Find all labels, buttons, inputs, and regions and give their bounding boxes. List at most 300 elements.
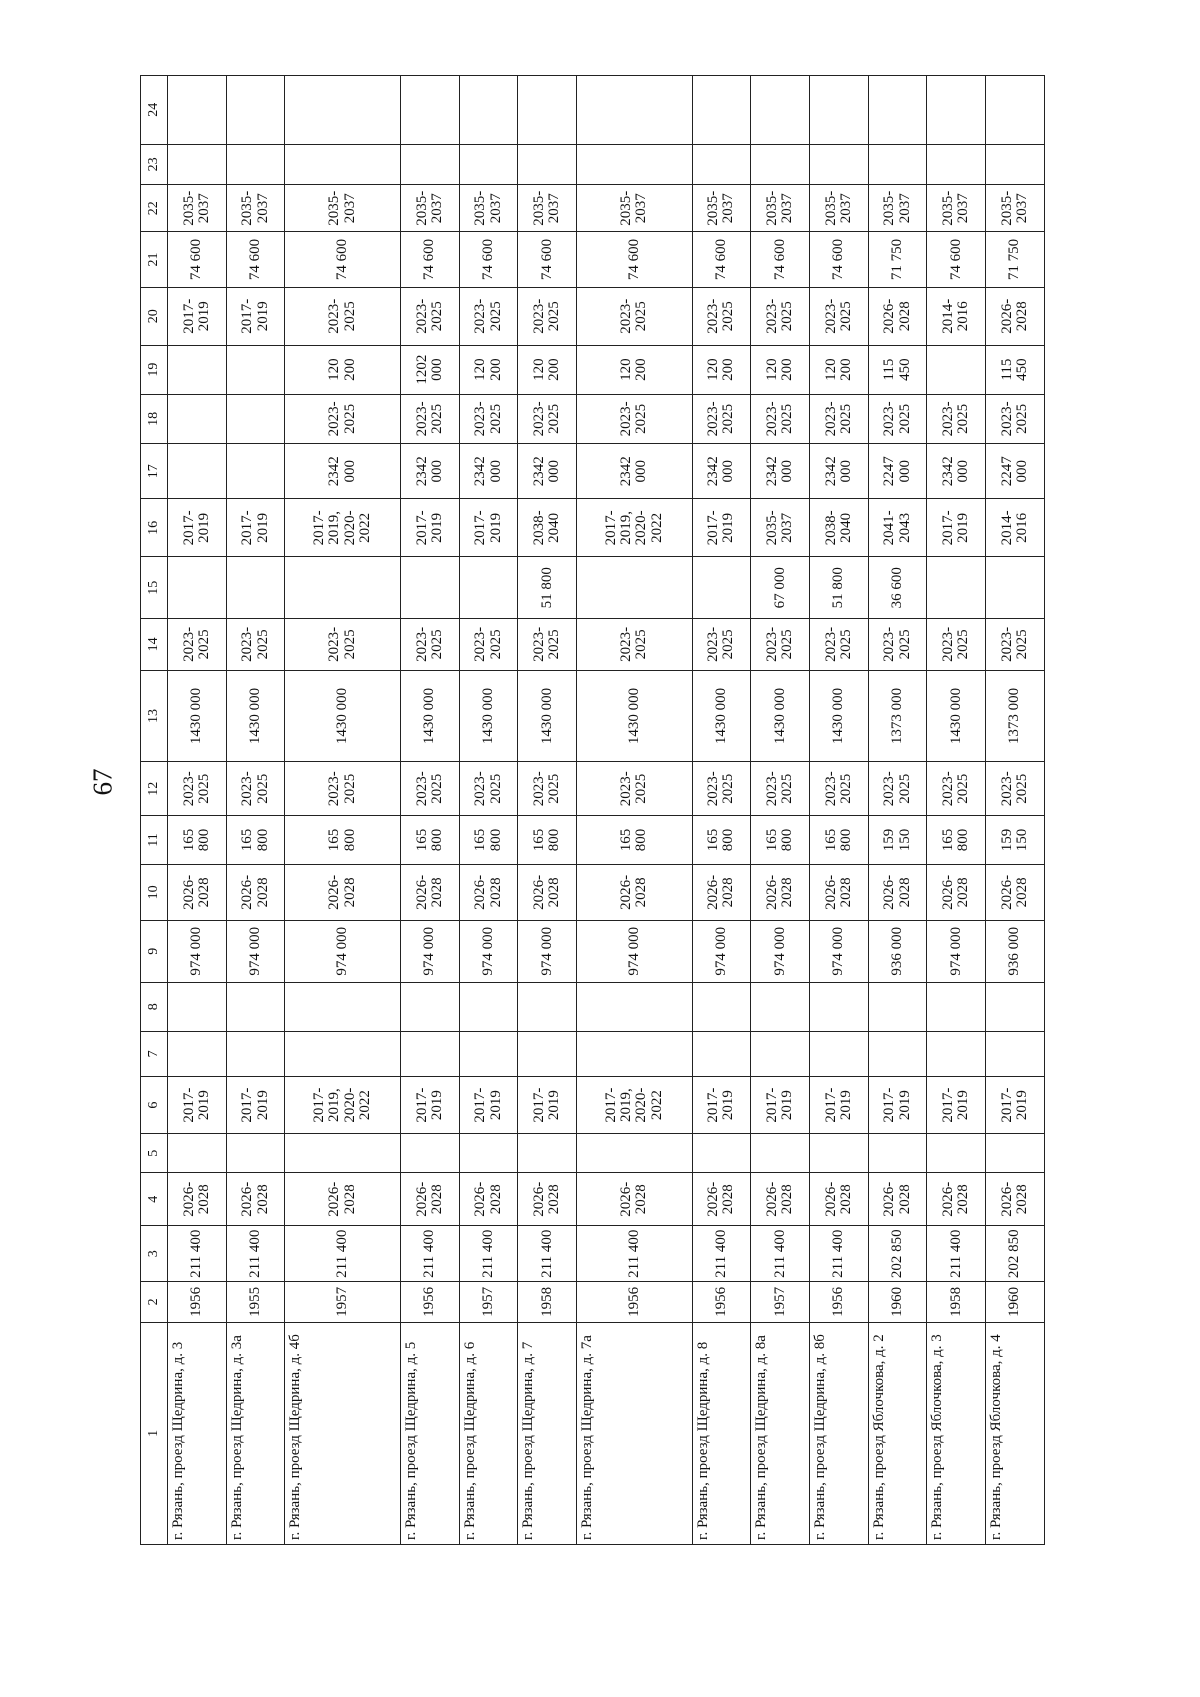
table-cell xyxy=(400,670,459,762)
cell-text: 1430 000 xyxy=(421,687,438,745)
table-cell xyxy=(692,982,751,1031)
table-cell xyxy=(986,345,1045,394)
table-cell xyxy=(459,982,518,1031)
cell-text: 2023- 2025 xyxy=(705,626,737,662)
table-cell xyxy=(692,1282,751,1323)
table-cell xyxy=(927,815,986,864)
table-cell xyxy=(868,1134,927,1172)
table-cell xyxy=(927,1134,986,1172)
table-cell xyxy=(868,982,927,1031)
cell-text: 2017- 2019 xyxy=(180,298,212,334)
table-cell xyxy=(692,1031,751,1076)
cell-text: 1957 xyxy=(479,1286,496,1317)
cell-text: 165 800 xyxy=(822,828,854,852)
table-cell xyxy=(577,865,693,921)
cell-text: 2017- 2019 xyxy=(413,510,445,546)
table-cell xyxy=(459,670,518,762)
cell-text: 2035- 2037 xyxy=(180,190,212,226)
cell-text: г. Рязань, проезд Щедрина, д. 6 xyxy=(461,1341,478,1540)
table-cell xyxy=(577,345,693,394)
cell-text: 2017- 2019 xyxy=(180,1087,212,1123)
column-number: 12 xyxy=(141,762,168,815)
cell-text: 2026- 2028 xyxy=(472,1181,504,1217)
table-cell xyxy=(692,920,751,982)
cell-text: 159 150 xyxy=(881,828,913,852)
cell-text: 2023- 2025 xyxy=(530,626,563,662)
cell-text: г. Рязань, проезд Яблочкова, д. 4 xyxy=(988,1334,1005,1540)
cell-text: 165 800 xyxy=(180,828,212,852)
cell-text: 2026- 2028 xyxy=(618,1181,650,1217)
table-row xyxy=(459,76,518,1545)
table-cell xyxy=(692,1226,751,1282)
table-cell xyxy=(868,815,927,864)
cell-text: 2026- 2028 xyxy=(998,1181,1031,1217)
table-row xyxy=(692,76,751,1545)
table-cell xyxy=(518,1282,577,1323)
cell-text: 2026- 2028 xyxy=(326,874,358,910)
table-cell xyxy=(459,287,518,345)
table-cell xyxy=(400,1172,459,1225)
column-number: 11 xyxy=(141,815,168,864)
table-cell xyxy=(285,1172,401,1225)
table-cell xyxy=(459,144,518,185)
table-cell xyxy=(577,815,693,864)
cell-text: 120 200 xyxy=(618,358,650,381)
table-cell xyxy=(751,345,810,394)
table-cell xyxy=(285,76,401,145)
table-cell xyxy=(927,345,986,394)
table-cell xyxy=(577,762,693,815)
table-cell xyxy=(400,499,459,557)
table-cell xyxy=(168,443,227,499)
table-cell xyxy=(285,762,401,815)
table-cell xyxy=(810,394,869,443)
table-cell xyxy=(986,670,1045,762)
table-row xyxy=(285,76,401,1545)
table-cell xyxy=(868,619,927,670)
table-cell xyxy=(868,557,927,619)
table-cell xyxy=(692,1134,751,1172)
table-cell xyxy=(927,287,986,345)
table-cell xyxy=(986,982,1045,1031)
cell-text: г. Рязань, проезд Щедрина, д. 7а xyxy=(579,1335,596,1540)
table-cell xyxy=(751,287,810,345)
table-cell xyxy=(692,345,751,394)
cell-text: 2017- 2019 xyxy=(998,1087,1031,1123)
table-cell xyxy=(986,394,1045,443)
table-cell xyxy=(459,443,518,499)
table-cell xyxy=(868,287,927,345)
cell-text: 1430 000 xyxy=(625,687,642,745)
cell-text: 2342 000 xyxy=(472,456,504,487)
cell-text: 974 000 xyxy=(334,926,351,976)
table-cell xyxy=(751,394,810,443)
cell-text: 74 600 xyxy=(712,238,729,281)
table-cell xyxy=(168,1076,227,1134)
table-cell xyxy=(168,1134,227,1172)
cell-text: 1430 000 xyxy=(538,687,555,745)
table-cell xyxy=(400,815,459,864)
table-cell xyxy=(226,1031,285,1076)
cell-text: 2026- 2028 xyxy=(239,1181,271,1217)
table-row xyxy=(927,76,986,1545)
table-cell xyxy=(400,1031,459,1076)
cell-text: 2026- 2028 xyxy=(472,874,504,910)
cell-text: 2035- 2037 xyxy=(940,190,972,226)
cell-text: 2023- 2025 xyxy=(239,626,271,662)
table-cell xyxy=(868,443,927,499)
table-cell xyxy=(518,865,577,921)
table-cell xyxy=(226,443,285,499)
table-cell xyxy=(868,1076,927,1134)
cell-text: 974 000 xyxy=(712,926,729,976)
table-cell xyxy=(577,287,693,345)
table-cell xyxy=(577,1226,693,1282)
table-cell xyxy=(168,1282,227,1323)
table-cell xyxy=(168,185,227,232)
cell-text: 2023- 2025 xyxy=(413,298,445,334)
cell-text: 71 750 xyxy=(1006,238,1023,281)
table-row xyxy=(751,76,810,1545)
cell-text: 2023- 2025 xyxy=(180,771,212,807)
cell-text: 2023- 2025 xyxy=(472,626,504,662)
cell-text: 2035- 2037 xyxy=(763,190,796,226)
table-cell xyxy=(518,499,577,557)
table-cell xyxy=(986,76,1045,145)
cell-text: 71 750 xyxy=(888,238,905,281)
table-cell xyxy=(810,1076,869,1134)
cell-text: 211 400 xyxy=(246,1229,263,1278)
column-number: 21 xyxy=(141,232,168,288)
address-cell xyxy=(168,1322,227,1544)
table-cell xyxy=(692,762,751,815)
table-cell xyxy=(577,982,693,1031)
table-cell xyxy=(518,232,577,288)
table-cell xyxy=(518,394,577,443)
table-cell xyxy=(692,76,751,145)
cell-text: 2026- 2028 xyxy=(940,1181,972,1217)
table-cell xyxy=(692,443,751,499)
cell-text: 1430 000 xyxy=(712,687,729,745)
table-cell xyxy=(692,670,751,762)
table-cell xyxy=(518,762,577,815)
table-cell xyxy=(226,1134,285,1172)
table-cell xyxy=(400,1226,459,1282)
table-cell xyxy=(868,144,927,185)
cell-text: 2023- 2025 xyxy=(618,771,650,807)
column-number: 19 xyxy=(141,345,168,394)
cell-text: 159 150 xyxy=(998,828,1031,852)
column-number: 4 xyxy=(141,1172,168,1225)
table-cell xyxy=(986,865,1045,921)
table-row xyxy=(986,76,1045,1545)
cell-text: 2017- 2019 xyxy=(472,510,504,546)
table-cell xyxy=(285,345,401,394)
cell-text: 1957 xyxy=(771,1286,788,1317)
cell-text: 2017- 2019 xyxy=(940,1087,972,1123)
address-cell xyxy=(986,1322,1045,1544)
cell-text: 1430 000 xyxy=(830,687,847,745)
table-cell xyxy=(927,920,986,982)
cell-text: 2342 000 xyxy=(413,456,445,487)
table-cell xyxy=(692,394,751,443)
table-cell xyxy=(577,1031,693,1076)
cell-text: 2023- 2025 xyxy=(881,771,913,807)
address-cell xyxy=(459,1322,518,1544)
cell-text: 2035- 2037 xyxy=(326,190,358,226)
table-cell xyxy=(459,185,518,232)
table-cell xyxy=(927,762,986,815)
table-cell xyxy=(168,557,227,619)
table-cell xyxy=(400,619,459,670)
cell-text: 2023- 2025 xyxy=(239,771,271,807)
cell-text: 974 000 xyxy=(421,926,438,976)
table-cell xyxy=(751,499,810,557)
table-cell xyxy=(285,232,401,288)
cell-text: 2023- 2025 xyxy=(998,626,1031,662)
table-cell xyxy=(285,287,401,345)
table-cell xyxy=(577,76,693,145)
column-number: 17 xyxy=(141,443,168,499)
cell-text: 2023- 2025 xyxy=(618,401,650,437)
cell-text: 2023- 2025 xyxy=(881,626,913,662)
cell-text: 2023- 2025 xyxy=(618,626,650,662)
table-cell xyxy=(751,443,810,499)
cell-text: 2023- 2025 xyxy=(881,401,913,437)
cell-text: 2342 000 xyxy=(326,456,358,487)
column-number: 5 xyxy=(141,1134,168,1172)
table-cell xyxy=(577,1076,693,1134)
table-cell xyxy=(285,443,401,499)
cell-text: 74 600 xyxy=(246,238,263,281)
column-number: 15 xyxy=(141,557,168,619)
table-cell xyxy=(810,815,869,864)
cell-text: 2017- 2019, 2020- 2022 xyxy=(602,510,665,546)
cell-text: 2026- 2028 xyxy=(822,874,854,910)
cell-text: г. Рязань, проезд Щедрина, д. 8а xyxy=(753,1335,770,1540)
cell-text: 74 600 xyxy=(188,238,205,281)
cell-text: 2017- 2019 xyxy=(763,1087,796,1123)
cell-text: 974 000 xyxy=(947,926,964,976)
table-cell xyxy=(868,1031,927,1076)
table-cell xyxy=(986,1076,1045,1134)
table-cell xyxy=(927,1282,986,1323)
cell-text: г. Рязань, проезд Яблочкова, д. 3 xyxy=(929,1334,946,1540)
cell-text: 2023- 2025 xyxy=(763,298,796,334)
cell-text: 2023- 2025 xyxy=(530,298,563,334)
table-cell xyxy=(810,1226,869,1282)
table-cell xyxy=(400,920,459,982)
address-cell xyxy=(518,1322,577,1544)
cell-text: 2023- 2025 xyxy=(940,401,972,437)
table-row xyxy=(226,76,285,1545)
cell-text: 2026- 2028 xyxy=(239,874,271,910)
table-cell xyxy=(518,443,577,499)
table-cell xyxy=(868,670,927,762)
cell-text: 1373 000 xyxy=(888,687,905,745)
cell-text: 2023- 2025 xyxy=(413,401,445,437)
table-cell xyxy=(168,865,227,921)
table-row xyxy=(168,76,227,1545)
cell-text: 165 800 xyxy=(239,828,271,852)
table-cell xyxy=(868,1226,927,1282)
cell-text: 2023- 2025 xyxy=(705,401,737,437)
table-cell xyxy=(810,1134,869,1172)
table-cell xyxy=(751,232,810,288)
table-cell xyxy=(226,815,285,864)
cell-text: 2026- 2028 xyxy=(530,1181,563,1217)
cell-text: 2026- 2028 xyxy=(180,874,212,910)
cell-text: 2247 000 xyxy=(998,456,1031,487)
table-cell xyxy=(518,1076,577,1134)
table-cell xyxy=(285,619,401,670)
table-cell xyxy=(459,1226,518,1282)
cell-text: 165 800 xyxy=(530,828,563,852)
column-number: 22 xyxy=(141,185,168,232)
table-cell xyxy=(986,144,1045,185)
cell-text: 2017- 2019 xyxy=(530,1087,563,1123)
table-cell xyxy=(168,670,227,762)
column-number: 7 xyxy=(141,1031,168,1076)
cell-text: 974 000 xyxy=(625,926,642,976)
table-cell xyxy=(226,232,285,288)
address-cell xyxy=(810,1322,869,1544)
table-cell xyxy=(810,619,869,670)
cell-text: 2023- 2025 xyxy=(998,771,1031,807)
table-cell xyxy=(400,865,459,921)
cell-text: 2342 000 xyxy=(940,456,972,487)
table-cell xyxy=(168,815,227,864)
table-cell xyxy=(986,1226,1045,1282)
cell-text: 1957 xyxy=(334,1286,351,1317)
table-cell xyxy=(927,557,986,619)
cell-text: 1960 xyxy=(888,1286,905,1317)
table-cell xyxy=(868,1282,927,1323)
table-cell xyxy=(751,1172,810,1225)
table-cell xyxy=(168,982,227,1031)
cell-text: 2023- 2025 xyxy=(763,771,796,807)
table-cell xyxy=(400,394,459,443)
table-cell xyxy=(226,1282,285,1323)
table-cell xyxy=(459,499,518,557)
table-cell xyxy=(927,982,986,1031)
table-cell xyxy=(577,185,693,232)
table-cell xyxy=(927,499,986,557)
cell-text: 2023- 2025 xyxy=(472,771,504,807)
table-cell xyxy=(459,865,518,921)
table-cell xyxy=(459,557,518,619)
table-cell xyxy=(927,232,986,288)
table-cell xyxy=(285,1134,401,1172)
column-number: 10 xyxy=(141,865,168,921)
table-cell xyxy=(168,76,227,145)
cell-text: 1958 xyxy=(538,1286,555,1317)
cell-text: 115 450 xyxy=(881,358,913,381)
table-cell xyxy=(751,185,810,232)
table-cell xyxy=(400,557,459,619)
table-cell xyxy=(226,1226,285,1282)
table-cell xyxy=(986,499,1045,557)
cell-text: 2017- 2019 xyxy=(239,1087,271,1123)
cell-text: 165 800 xyxy=(940,828,972,852)
table-cell xyxy=(226,1172,285,1225)
cell-text: 2023- 2025 xyxy=(530,771,563,807)
column-number: 24 xyxy=(141,76,168,145)
rotated-table-sheet xyxy=(140,75,1045,1545)
table-cell xyxy=(986,1134,1045,1172)
cell-text: 202 850 xyxy=(888,1229,905,1279)
table-cell xyxy=(810,76,869,145)
column-number: 23 xyxy=(141,144,168,185)
cell-text: 2017- 2019 xyxy=(413,1087,445,1123)
table-cell xyxy=(226,762,285,815)
cell-text: 74 600 xyxy=(479,238,496,281)
address-cell xyxy=(577,1322,693,1544)
table-cell xyxy=(459,76,518,145)
cell-text: 1960 xyxy=(1006,1286,1023,1317)
cell-text: 2023- 2025 xyxy=(530,401,563,437)
table-cell xyxy=(459,920,518,982)
cell-text: 2023- 2025 xyxy=(705,298,737,334)
column-number-row xyxy=(141,76,168,1545)
cell-text: 2026- 2028 xyxy=(881,1181,913,1217)
cell-text: 2035- 2037 xyxy=(998,190,1031,226)
table-cell xyxy=(692,499,751,557)
table-cell xyxy=(518,1134,577,1172)
cell-text: 165 800 xyxy=(618,828,650,852)
cell-text: 2017- 2019 xyxy=(705,1087,737,1123)
cell-text: 2342 000 xyxy=(705,456,737,487)
table-cell xyxy=(518,619,577,670)
cell-text: 74 600 xyxy=(538,238,555,281)
table-cell xyxy=(751,1134,810,1172)
cell-text: 115 450 xyxy=(998,358,1031,381)
cell-text: 51 800 xyxy=(830,567,847,609)
table-cell xyxy=(868,499,927,557)
table-cell xyxy=(400,76,459,145)
table-cell xyxy=(986,920,1045,982)
table-cell xyxy=(459,1031,518,1076)
cell-text: 2023- 2025 xyxy=(472,298,504,334)
table-cell xyxy=(810,1282,869,1323)
cell-text: 2017- 2019 xyxy=(822,1087,854,1123)
table-cell xyxy=(285,144,401,185)
cell-text: 2038- 2040 xyxy=(822,510,854,546)
cell-text: 2026- 2028 xyxy=(413,1181,445,1217)
cell-text: 2026- 2028 xyxy=(413,874,445,910)
table-cell xyxy=(518,345,577,394)
table-cell xyxy=(168,144,227,185)
cell-text: 974 000 xyxy=(188,926,205,976)
table-cell xyxy=(751,762,810,815)
table-cell xyxy=(285,1226,401,1282)
cell-text: 120 200 xyxy=(530,358,563,381)
cell-text: 2023- 2025 xyxy=(472,401,504,437)
cell-text: 2026- 2028 xyxy=(763,1181,796,1217)
cell-text: 974 000 xyxy=(538,926,555,976)
cell-text: 1430 000 xyxy=(334,687,351,745)
cell-text: 2023- 2025 xyxy=(618,298,650,334)
table-cell xyxy=(810,443,869,499)
cell-text: 74 600 xyxy=(947,238,964,281)
cell-text: г. Рязань, проезд Щедрина, д. 7 xyxy=(520,1341,537,1540)
table-cell xyxy=(692,185,751,232)
cell-text: 51 800 xyxy=(538,567,555,609)
cell-text: 2023- 2025 xyxy=(413,626,445,662)
table-cell xyxy=(577,232,693,288)
table-cell xyxy=(518,76,577,145)
cell-text: 2017- 2019 xyxy=(881,1087,913,1123)
